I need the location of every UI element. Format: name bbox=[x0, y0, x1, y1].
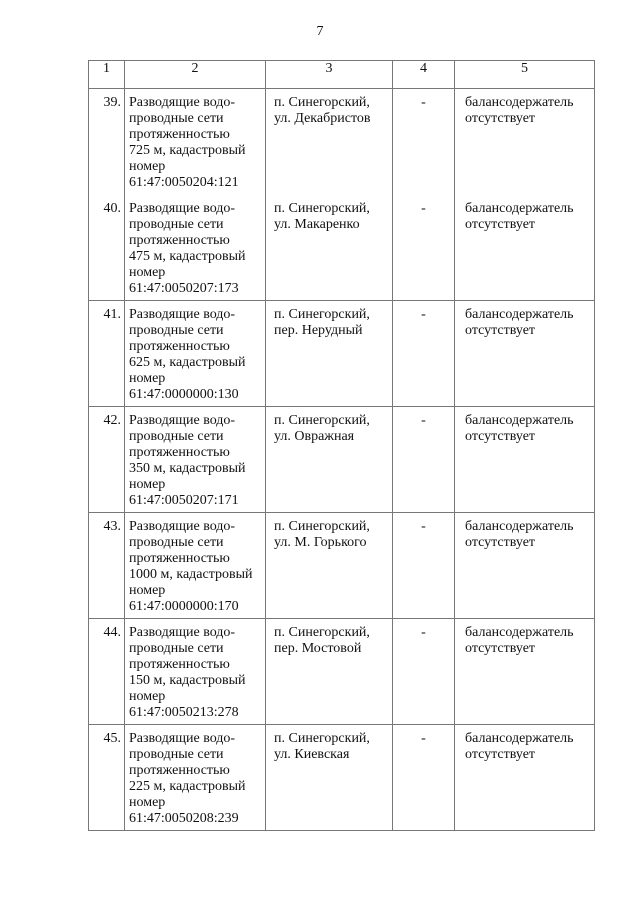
column-4-value: - bbox=[421, 413, 426, 428]
row-number: 41. bbox=[103, 307, 121, 322]
description-cell bbox=[125, 619, 266, 725]
owner-cell bbox=[455, 513, 595, 619]
description-line: протяженностью bbox=[129, 445, 230, 460]
description-line: номер bbox=[129, 159, 166, 174]
owner-line: балансодержатель bbox=[465, 731, 574, 746]
table-row bbox=[89, 89, 595, 195]
owner-cell bbox=[455, 195, 595, 301]
owner-line: отсутствует bbox=[465, 429, 536, 444]
address-line: ул. Киевская bbox=[274, 747, 350, 762]
address-line: п. Синегорский, bbox=[274, 731, 370, 746]
description-line: Разводящие водо- bbox=[129, 413, 236, 428]
address-cell bbox=[266, 407, 393, 513]
description-cell bbox=[125, 195, 266, 301]
column-4-cell bbox=[393, 725, 455, 831]
description-line: Разводящие водо- bbox=[129, 95, 236, 110]
description-line: протяженностью bbox=[129, 232, 230, 248]
table-row bbox=[89, 513, 595, 619]
row-number-cell bbox=[89, 513, 125, 619]
description-line: 350 м, кадастровый bbox=[129, 461, 246, 476]
description-line: проводные сети bbox=[129, 535, 224, 550]
description-line: 475 м, кадастровый bbox=[129, 248, 246, 264]
description-line: 61:47:0050213:278 bbox=[129, 705, 239, 720]
property-registry-table bbox=[88, 60, 595, 831]
address-cell bbox=[266, 513, 393, 619]
description-line: 61:47:0000000:170 bbox=[129, 599, 239, 614]
column-4-cell bbox=[393, 89, 455, 195]
address-line: п. Синегорский, bbox=[274, 413, 370, 428]
description-line: протяженностью bbox=[129, 127, 230, 142]
column-4-cell bbox=[393, 513, 455, 619]
column-4-cell bbox=[393, 301, 455, 407]
row-number: 45. bbox=[103, 731, 121, 746]
description-line: номер bbox=[129, 371, 166, 386]
description-line: протяженностью bbox=[129, 763, 230, 778]
row-number: 43. bbox=[103, 519, 121, 534]
description-line: 61:47:0050208:239 bbox=[129, 811, 239, 826]
description-cell bbox=[125, 407, 266, 513]
owner-line: балансодержатель bbox=[465, 200, 574, 216]
owner-line: балансодержатель bbox=[465, 95, 574, 110]
column-4-value: - bbox=[421, 95, 426, 110]
description-cell bbox=[125, 513, 266, 619]
address-line: п. Синегорский, bbox=[274, 95, 370, 110]
owner-cell bbox=[455, 301, 595, 407]
description-line: проводные сети bbox=[129, 641, 224, 656]
description-line: Разводящие водо- bbox=[129, 519, 236, 534]
description-line: Разводящие водо- bbox=[129, 200, 236, 216]
row-number-cell bbox=[89, 301, 125, 407]
description-line: Разводящие водо- bbox=[129, 625, 236, 640]
column-header-5: 5 bbox=[455, 61, 595, 89]
row-number-cell bbox=[89, 619, 125, 725]
address-line: пер. Нерудный bbox=[274, 323, 363, 338]
description-line: протяженностью bbox=[129, 551, 230, 566]
column-4-value: - bbox=[421, 625, 426, 640]
row-number: 39. bbox=[103, 95, 121, 110]
description-line: проводные сети bbox=[129, 111, 224, 126]
row-number-cell bbox=[89, 725, 125, 831]
table-header-row bbox=[89, 61, 595, 89]
table-row bbox=[89, 725, 595, 831]
row-number-cell bbox=[89, 407, 125, 513]
table-row bbox=[89, 301, 595, 407]
description-line: номер bbox=[129, 689, 166, 704]
owner-line: отсутствует bbox=[465, 535, 536, 550]
description-line: Разводящие водо- bbox=[129, 731, 236, 746]
address-line: ул. М. Горького bbox=[274, 535, 367, 550]
row-number: 40. bbox=[103, 200, 121, 216]
description-line: номер bbox=[129, 795, 166, 810]
owner-line: балансодержатель bbox=[465, 413, 574, 428]
column-4-value: - bbox=[421, 307, 426, 322]
address-line: ул. Овражная bbox=[274, 429, 355, 444]
address-line: п. Синегорский, bbox=[274, 200, 370, 216]
description-line: проводные сети bbox=[129, 323, 224, 338]
owner-line: отсутствует bbox=[465, 641, 536, 656]
row-number: 44. bbox=[103, 625, 121, 640]
table-row bbox=[89, 619, 595, 725]
address-line: ул. Декабристов bbox=[274, 111, 371, 126]
table-row bbox=[89, 195, 595, 301]
description-line: 61:47:0000000:130 bbox=[129, 387, 239, 402]
address-cell bbox=[266, 195, 393, 301]
description-line: 625 м, кадастровый bbox=[129, 355, 246, 370]
description-line: номер bbox=[129, 264, 166, 280]
column-4-value: - bbox=[421, 519, 426, 534]
address-line: п. Синегорский, bbox=[274, 307, 370, 322]
column-header-2: 2 bbox=[125, 61, 266, 89]
column-header-1: 1 bbox=[89, 61, 125, 89]
description-line: 61:47:0050207:171 bbox=[129, 493, 239, 508]
address-cell bbox=[266, 89, 393, 195]
description-line: 61:47:0050204:121 bbox=[129, 175, 239, 190]
column-4-cell bbox=[393, 619, 455, 725]
column-4-cell bbox=[393, 407, 455, 513]
address-cell bbox=[266, 301, 393, 407]
owner-line: балансодержатель bbox=[465, 625, 574, 640]
owner-line: отсутствует bbox=[465, 216, 536, 232]
row-number-cell bbox=[89, 89, 125, 195]
table-row bbox=[89, 407, 595, 513]
column-header-4: 4 bbox=[393, 61, 455, 89]
address-line: п. Синегорский, bbox=[274, 519, 370, 534]
description-cell bbox=[125, 301, 266, 407]
owner-line: балансодержатель bbox=[465, 307, 574, 322]
column-4-cell bbox=[393, 195, 455, 301]
address-line: ул. Макаренко bbox=[274, 216, 360, 232]
row-number-cell bbox=[89, 195, 125, 301]
description-line: 225 м, кадастровый bbox=[129, 779, 246, 794]
owner-line: балансодержатель bbox=[465, 519, 574, 534]
description-line: протяженностью bbox=[129, 339, 230, 354]
description-line: номер bbox=[129, 583, 166, 598]
owner-cell bbox=[455, 89, 595, 195]
page-number: 7 bbox=[316, 24, 324, 39]
description-cell bbox=[125, 725, 266, 831]
description-line: 1000 м, кадастровый bbox=[129, 567, 253, 582]
owner-cell bbox=[455, 407, 595, 513]
owner-line: отсутствует bbox=[465, 747, 536, 762]
column-header-3: 3 bbox=[266, 61, 393, 89]
description-line: 61:47:0050207:173 bbox=[129, 280, 239, 296]
description-line: 150 м, кадастровый bbox=[129, 673, 246, 688]
column-4-value: - bbox=[421, 200, 426, 216]
description-line: проводные сети bbox=[129, 429, 224, 444]
owner-line: отсутствует bbox=[465, 111, 536, 126]
owner-line: отсутствует bbox=[465, 323, 536, 338]
description-line: 725 м, кадастровый bbox=[129, 143, 246, 158]
owner-cell bbox=[455, 619, 595, 725]
address-line: пер. Мостовой bbox=[274, 641, 362, 656]
description-line: протяженностью bbox=[129, 657, 230, 672]
address-line: п. Синегорский, bbox=[274, 625, 370, 640]
description-line: проводные сети bbox=[129, 747, 224, 762]
description-cell bbox=[125, 89, 266, 195]
description-line: Разводящие водо- bbox=[129, 307, 236, 322]
column-4-value: - bbox=[421, 731, 426, 746]
description-line: проводные сети bbox=[129, 216, 224, 232]
address-cell bbox=[266, 725, 393, 831]
address-cell bbox=[266, 619, 393, 725]
row-number: 42. bbox=[103, 413, 121, 428]
description-line: номер bbox=[129, 477, 166, 492]
owner-cell bbox=[455, 725, 595, 831]
